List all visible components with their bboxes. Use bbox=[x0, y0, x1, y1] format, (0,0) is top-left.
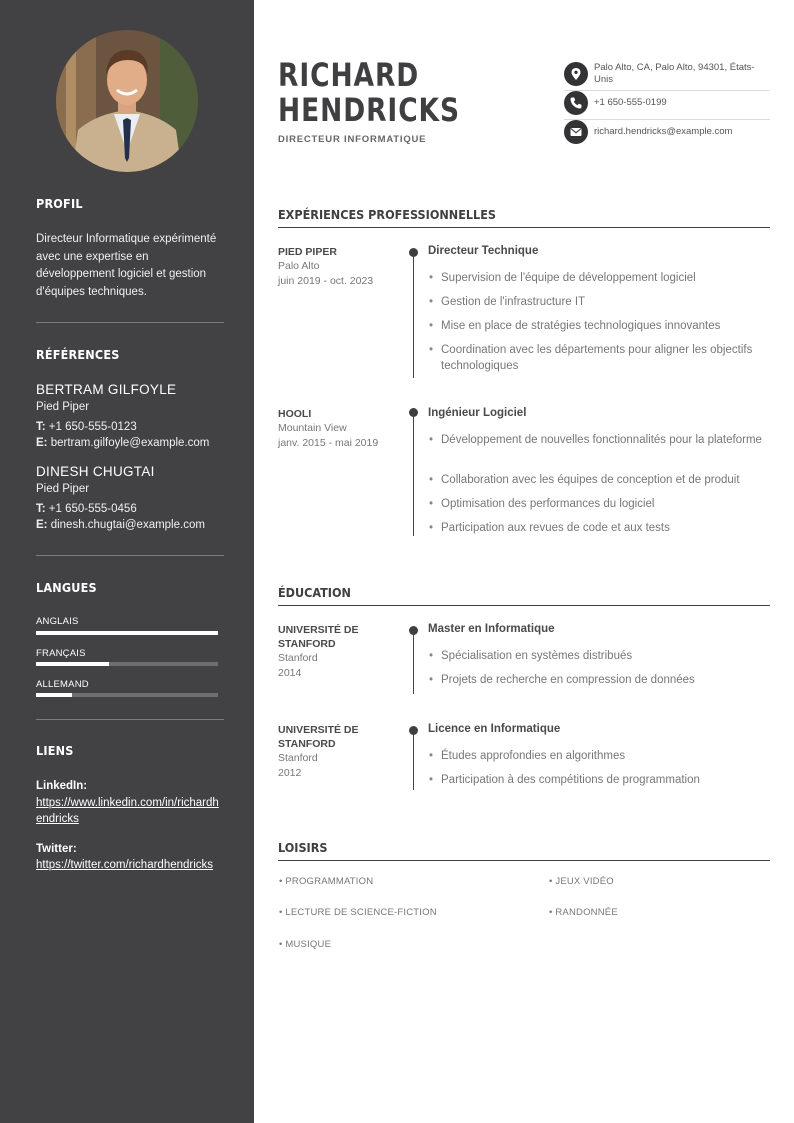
reference-email-value: bertram.gilfoyle@example.com bbox=[50, 437, 210, 449]
phone-icon bbox=[564, 91, 588, 115]
experience-bullet: • Collaboration avec les équipes de conception et de produit bbox=[428, 472, 768, 488]
language-level-bar bbox=[36, 631, 218, 635]
reference-phone bbox=[36, 503, 137, 515]
section-rule bbox=[278, 227, 770, 228]
education-degree: Licence en Informatique bbox=[428, 723, 561, 735]
link-twitter[interactable]: https://twitter.com/richardhendricks bbox=[36, 859, 214, 871]
section-rule bbox=[278, 860, 770, 861]
section-rule bbox=[278, 605, 770, 606]
education-bullet: • Études approfondies en algorithmes bbox=[428, 748, 768, 764]
timeline-dot bbox=[409, 626, 418, 635]
education-degree: Master en Informatique bbox=[428, 623, 555, 635]
experience-bullet: • Mise en place de stratégies technologiques innovantes bbox=[428, 318, 768, 334]
hobby-item: • LECTURE DE SCIENCE-FICTION bbox=[279, 907, 437, 918]
reference-phone-value: +1 650-555-0456 bbox=[48, 503, 137, 515]
language-level-bar bbox=[36, 693, 218, 697]
education-year: 2014 bbox=[278, 667, 302, 679]
hobbies-section-title: LOISIRS bbox=[278, 840, 328, 855]
profile-photo-image bbox=[56, 30, 198, 172]
education-year: 2012 bbox=[278, 767, 302, 779]
reference-email-label: E: bbox=[36, 437, 48, 449]
contact-address bbox=[564, 62, 770, 91]
reference-email bbox=[36, 519, 205, 531]
references-section-title: RÉFÉRENCES bbox=[36, 347, 120, 362]
timeline-line bbox=[413, 252, 414, 378]
language-name: ANGLAIS bbox=[36, 616, 79, 627]
link-linkedin[interactable]: https://www.linkedin.com/in/richardhendricks bbox=[36, 797, 219, 825]
experience-bullet: • Coordination avec les départements pour aligner les objectifs technologiques bbox=[428, 342, 768, 374]
timeline-line bbox=[413, 630, 414, 694]
education-section-title: ÉDUCATION bbox=[278, 585, 351, 600]
experience-company: PIED PIPER bbox=[278, 246, 337, 258]
education-bullet: • Participation à des compétitions de programmation bbox=[428, 772, 768, 788]
profile-summary: Directeur Informatique expérimenté avec une expertise en développement logiciel et gestion d'équipes techniques. bbox=[36, 233, 217, 298]
reference-phone-label: T: bbox=[36, 503, 46, 515]
link-label-linkedin: LinkedIn: bbox=[36, 780, 88, 792]
timeline-dot bbox=[409, 726, 418, 735]
experience-dates: janv. 2015 - mai 2019 bbox=[278, 437, 379, 449]
contact-address-text: Palo Alto, CA, Palo Alto, 94301, États-Unis bbox=[594, 62, 755, 85]
experience-section-title: EXPÉRIENCES PROFESSIONNELLES bbox=[278, 207, 496, 222]
reference-email-value: dinesh.chugtai@example.com bbox=[50, 519, 205, 531]
language-level-fill bbox=[36, 693, 72, 697]
language-name: ALLEMAND bbox=[36, 679, 89, 690]
reference-phone-label: T: bbox=[36, 421, 46, 433]
candidate-name bbox=[278, 58, 460, 128]
experience-company: HOOLI bbox=[278, 408, 312, 420]
education-school: UNIVERSITÉ DE STANFORD bbox=[278, 624, 359, 650]
experience-bullet: • Gestion de l'infrastructure IT bbox=[428, 294, 768, 310]
candidate-last-name: HENDRICKS bbox=[278, 91, 460, 129]
contact-phone-text: +1 650-555-0199 bbox=[594, 97, 667, 108]
reference-company: Pied Piper bbox=[36, 401, 90, 413]
divider bbox=[36, 322, 224, 323]
education-bullet: • Spécialisation en systèmes distribués bbox=[428, 648, 768, 664]
education-bullet: • Projets de recherche en compression de données bbox=[428, 672, 768, 688]
reference-name: DINESH CHUGTAI bbox=[36, 464, 155, 479]
contact-email bbox=[564, 120, 770, 149]
divider bbox=[36, 555, 224, 556]
experience-role: Ingénieur Logiciel bbox=[428, 407, 527, 419]
timeline-line bbox=[413, 726, 414, 790]
education-school: UNIVERSITÉ DE STANFORD bbox=[278, 724, 359, 750]
reference-email bbox=[36, 437, 209, 449]
reference-name: BERTRAM GILFOYLE bbox=[36, 382, 177, 397]
languages-section-title: LANGUES bbox=[36, 580, 97, 595]
profile-section-title: PROFIL bbox=[36, 196, 83, 211]
experience-location: Palo Alto bbox=[278, 260, 320, 272]
contact-phone bbox=[564, 91, 770, 120]
language-level-fill bbox=[36, 662, 109, 666]
location-pin-icon bbox=[564, 62, 588, 86]
divider bbox=[36, 719, 224, 720]
experience-location: Mountain View bbox=[278, 422, 347, 434]
experience-dates: juin 2019 - oct. 2023 bbox=[278, 275, 374, 287]
experience-bullet: • Développement de nouvelles fonctionnalités pour la plateforme bbox=[428, 432, 768, 448]
language-name: FRANÇAIS bbox=[36, 648, 86, 659]
education-location: Stanford bbox=[278, 752, 318, 764]
reference-phone-value: +1 650-555-0123 bbox=[48, 421, 137, 433]
links-section-title: LIENS bbox=[36, 743, 74, 758]
timeline-line bbox=[413, 408, 414, 536]
experience-bullet: • Optimisation des performances du logiciel bbox=[428, 496, 768, 512]
sidebar bbox=[0, 0, 254, 1123]
profile-photo bbox=[56, 30, 198, 172]
candidate-first-name: RICHARD bbox=[278, 56, 420, 94]
reference-company: Pied Piper bbox=[36, 483, 90, 495]
job-title: DIRECTEUR INFORMATIQUE bbox=[278, 134, 427, 145]
hobby-item: • PROGRAMMATION bbox=[279, 876, 374, 887]
timeline-dot bbox=[409, 248, 418, 257]
experience-bullet: • Supervision de l'équipe de développement logiciel bbox=[428, 270, 768, 286]
language-level-bar bbox=[36, 662, 218, 666]
reference-email-label: E: bbox=[36, 519, 48, 531]
experience-bullet: • Participation aux revues de code et aux tests bbox=[428, 520, 768, 536]
contact-email-text[interactable]: richard.hendricks@example.com bbox=[594, 126, 733, 137]
envelope-icon bbox=[564, 120, 588, 144]
experience-role: Directeur Technique bbox=[428, 245, 539, 257]
reference-phone bbox=[36, 421, 137, 433]
link-label-twitter: Twitter: bbox=[36, 843, 77, 855]
timeline-dot bbox=[409, 408, 418, 417]
hobby-item: • JEUX VIDÉO bbox=[549, 876, 614, 887]
hobby-item: • MUSIQUE bbox=[279, 939, 332, 950]
education-location: Stanford bbox=[278, 652, 318, 664]
hobby-item: • RANDONNÉE bbox=[549, 907, 618, 918]
language-level-fill bbox=[36, 631, 218, 635]
